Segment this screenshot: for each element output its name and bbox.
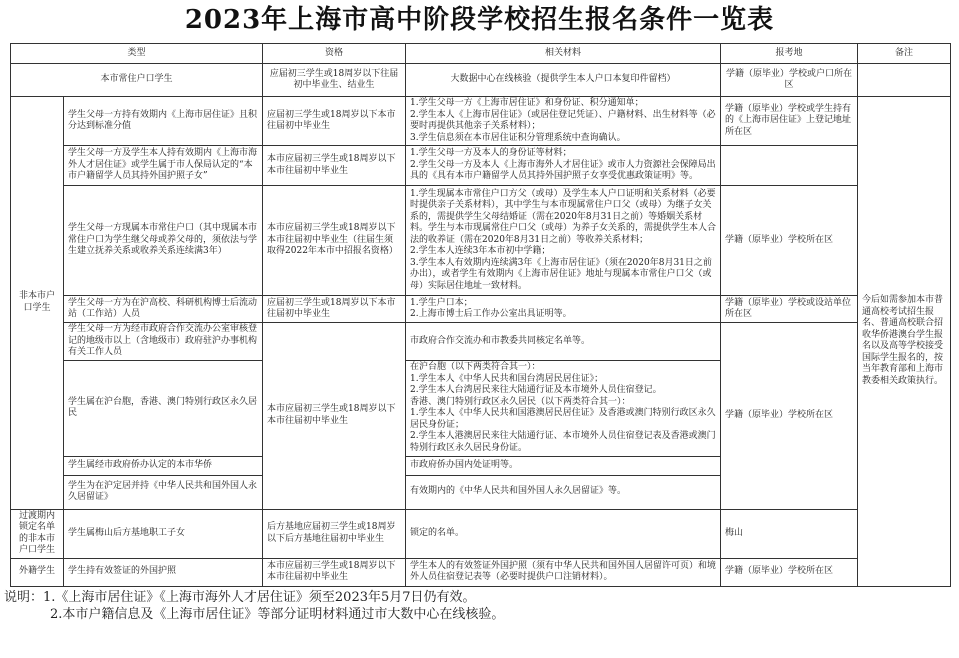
qualification-cell: 本市应届初三学生或18周岁以下本市往届初中毕业生（往届生须取得2022年本市中招报名资格） <box>263 186 406 296</box>
materials-line: 1.学生父母一方《上海市居住证》和身份证、积分通知单； <box>410 98 644 108</box>
qualification-cell: 本市应届初三学生或18周岁以下本市往届初中毕业生 <box>263 558 406 586</box>
table-row <box>11 509 951 558</box>
notes <box>4 589 950 623</box>
place-cell: 梅山 <box>721 509 858 558</box>
type-cell: 学生父母一方持有效期内《上海市居住证》且积分达到标准分值 <box>64 97 263 146</box>
materials-line: 在沪台胞（以下两类符合其一）： <box>410 362 541 372</box>
materials-line: 2.学生本人台湾居民来往大陆通行证及本市境外人员住宿登记。 <box>410 385 662 395</box>
qualification-cell: 应届初三学生或18周岁以下往届初中毕业生、结业生 <box>263 64 406 97</box>
table-row <box>11 296 951 323</box>
materials-cell <box>406 97 721 146</box>
table-row <box>11 558 951 586</box>
place-cell: 学籍（原毕业）学校所在区 <box>721 323 858 510</box>
header-materials: 相关材料 <box>406 44 721 64</box>
qualification-cell: 应届初三学生或18周岁以下本市往届初中毕业生 <box>263 97 406 146</box>
materials-line: 1.学生现属本市常住户口方父（或母）及学生本人户口证明和关系材料（必要时提供亲子关系材料），其中学生与本市现属常住户口父（或母）为继子女关系的，需提供学生父母结婚证（需在2020年8月31日之前）等婚姻关系材料。学生与本市现属常住户口父（或母）为养子女关系的，需提供学生本人合法的收养证（需在2020年8月31日之前）等收养关系材料； <box>410 188 717 245</box>
place-cell: 学籍（原毕业）学校或设站单位所在区 <box>721 296 858 323</box>
table-row <box>11 146 951 186</box>
materials-line: 市政府侨办国内处证明等。 <box>410 459 519 470</box>
materials-cell <box>406 146 721 186</box>
remark-cell <box>858 64 951 97</box>
materials-cell <box>406 456 721 475</box>
type-cell: 学生父母一方现属本市常住户口（其中现属本市常住户口为学生继父母或养父母的，须依法与学生建立抚养关系或收养关系连续满3年） <box>64 186 263 296</box>
table-row <box>11 64 951 97</box>
table-row <box>11 186 951 296</box>
materials-cell: 锁定的名单。 <box>406 509 721 558</box>
materials-line: 1.学生父母一方及本人的身份证等材料； <box>410 148 572 159</box>
header-type: 类型 <box>11 44 263 64</box>
materials-cell <box>406 323 721 361</box>
table-row <box>11 97 951 146</box>
qualification-cell: 本市应届初三学生或18周岁以下本市往届初中毕业生 <box>263 323 406 510</box>
materials-line: 有效期内的《中华人民共和国外国人永久居留证》等。 <box>410 486 627 497</box>
materials-line: 2.学生本人《上海市居住证》（或居住登记凭证）、户籍材料、出生材料等（必要时再提供其他亲子关系材料）； <box>410 109 716 131</box>
place-cell: 学籍（原毕业）学校或学生持有的《上海市居住证》上登记地址所在区 <box>721 97 858 146</box>
type-cell: 学生属经市政府侨办认定的本市华侨 <box>64 456 263 475</box>
category-cell: 非本市户口学生 <box>11 97 64 510</box>
type-cell: 学生为在沪定居并持《中华人民共和国外国人永久居留证》 <box>64 475 263 509</box>
materials-cell: 大数据中心在线核验（提供学生本人户口本复印件留档） <box>406 64 721 97</box>
qualification-cell: 后方基地应届初三学生或18周岁以下后方基地往届初中毕业生 <box>263 509 406 558</box>
category-cell: 过渡期内锁定名单的非本市户口学生 <box>11 509 64 558</box>
materials-line: 1.学生户口本； <box>410 297 473 308</box>
materials-line: 1.学生本人《中华人民共和国台湾居民居住证》； <box>410 373 604 384</box>
remark-cell: 今后如需参加本市普通高校考试招生报名、普通高校联合招收华侨港澳台学生报名以及高等学校接受国际学生报名的，按当年教育部和上海市教委相关政策执行。 <box>858 97 951 587</box>
materials-cell <box>406 475 721 509</box>
type-cell: 学生属在沪台胞，香港、澳门特别行政区永久居民 <box>64 360 263 456</box>
header-row <box>11 44 951 64</box>
table-row <box>11 323 951 361</box>
content <box>4 43 950 623</box>
materials-line: 市政府合作交流办和市教委共同核定名单等。 <box>410 335 591 346</box>
note-line: 说明：1.《上海市居住证》《上海市海外人才居住证》须至2023年5月7日仍有效。 <box>4 589 476 605</box>
page-title: 2023年上海市高中阶段学校招生报名条件一览表 <box>184 5 775 35</box>
header-remark: 备注 <box>858 44 951 64</box>
qualification-cell: 应届初三学生或18周岁以下本市往届初中毕业生 <box>263 296 406 323</box>
type-cell: 学生父母一方为在沪高校、科研机构博士后流动站（工作站）人员 <box>64 296 263 323</box>
materials-line: 2.学生本人连续3年本市初中学籍； <box>410 246 551 257</box>
place-cell <box>721 146 858 186</box>
materials-line: 2.学生父母一方及本人《上海市海外人才居住证》或市人力资源社会保障局出具的《具有本市户籍留学人员其持外国护照子女享受优惠政策证明》等。 <box>410 159 716 182</box>
materials-cell <box>406 186 721 296</box>
header-place: 报考地 <box>721 44 858 64</box>
materials-line: 香港、澳门特别行政区永久居民（以下两类符合其一）： <box>410 396 631 407</box>
place-cell: 学籍（原毕业）学校所在区 <box>721 558 858 586</box>
materials-cell <box>406 360 721 456</box>
materials-cell: 学生本人的有效签证外国护照（须有中华人民共和国外国人居留许可页）和境外人员住宿登记表等（必要时提供户口注销材料）。 <box>406 558 721 586</box>
materials-line: 3.学生本人有效期内连续满3年《上海市居住证》（须在2020年8月31日之前办出），或者学生有效期内《上海市居住证》地址与现属本市常住户口父（或母）实际居住地址一致材料。 <box>410 257 712 291</box>
materials-line: 3.学生信息须在本市居住证积分管理系统中查询确认。 <box>410 132 626 143</box>
qualification-cell: 本市应届初三学生或18周岁以下本市往届初中毕业生 <box>263 146 406 186</box>
header-qualification: 资格 <box>263 44 406 64</box>
materials-line: 2.上海市博士后工作办公室出具证明等。 <box>410 309 572 319</box>
enrollment-conditions-table <box>10 43 951 587</box>
note-line: 2.本市户籍信息及《上海市居住证》等部分证明材料通过市大数中心在线核验。 <box>50 606 505 622</box>
materials-line: 2.学生本人港澳居民来往大陆通行证、本市境外人员住宿登记表及香港或澳门特别行政区永久居民身份证。 <box>410 431 716 453</box>
type-cell: 学生属梅山后方基地职工子女 <box>64 509 263 558</box>
type-cell: 学生父母一方为经市政府合作交流办公室审核登记的地级市以上（含地级市）政府驻沪办事机构有关工作人员 <box>64 323 263 361</box>
type-cell: 本市常住户口学生 <box>11 64 263 97</box>
place-cell: 学籍（原毕业）学校所在区 <box>721 186 858 296</box>
place-cell: 学籍（原毕业）学校或户口所在区 <box>721 64 858 97</box>
type-cell: 学生持有效签证的外国护照 <box>64 558 263 586</box>
materials-line: 1.学生本人《中华人民共和国港澳居民居住证》及香港或澳门特别行政区永久居民身份证； <box>410 408 716 430</box>
category-cell: 外籍学生 <box>11 558 64 586</box>
materials-cell <box>406 296 721 323</box>
type-cell: 学生父母一方及学生本人持有效期内《上海市海外人才居住证》或学生属于市人保局认定的“本市户籍留学人员其持外国护照子女” <box>64 146 263 186</box>
